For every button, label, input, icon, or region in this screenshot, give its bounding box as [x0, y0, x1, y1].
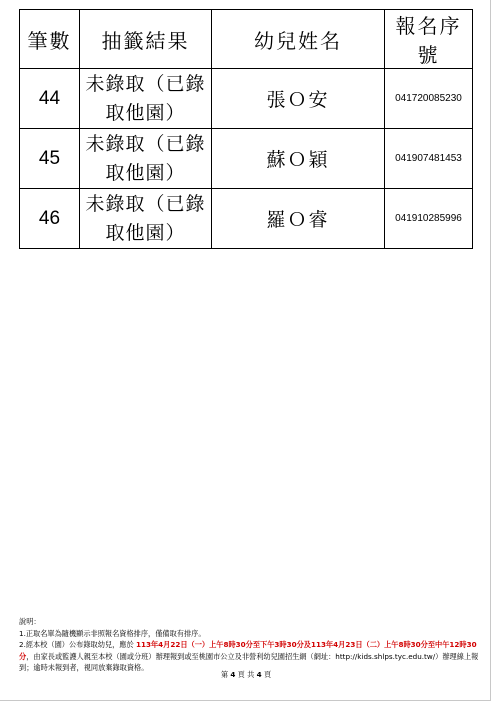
notes-section	[19, 616, 479, 674]
row-registration-no: 041720085230	[385, 69, 473, 129]
notes-label: 說明：	[19, 617, 41, 626]
notes-item-2-rest: ，由家長或監護人親至本校（園或分班）辦理報到或至桃園市公立及非營利幼兒園招生網（網址：http://kids.shlps.tyc.edu.tw/）辦理線上報到；逾時未報到者，視同放棄錄取資格。	[19, 651, 479, 672]
row-result-line1: 未錄取（已錄	[85, 132, 206, 155]
table-row	[20, 129, 473, 189]
row-result-line2: 取他園）	[105, 221, 186, 244]
notes-item-2	[19, 639, 479, 674]
row-result	[80, 69, 212, 129]
row-child-name: 羅Ｏ睿	[212, 189, 385, 249]
row-result	[80, 129, 212, 189]
row-child-name: 蘇Ｏ穎	[212, 129, 385, 189]
notes-item-1: 1.正取名單為隨機顯示非照報名資格排序，僅備取有排序。	[19, 628, 206, 638]
row-no: 44	[20, 69, 80, 129]
notes-deadline: 113年4月22日（一）上午8時30分至下午3時30分及113年4月23日（二）上午8時30分至中午12時30分	[19, 640, 477, 661]
header-name: 幼兒姓名	[212, 10, 385, 69]
footer-prefix: 第	[220, 670, 229, 679]
header-result: 抽籤結果	[80, 10, 212, 69]
admission-results-table	[19, 9, 473, 249]
footer-page-number: 4	[230, 670, 236, 679]
table-header-row	[20, 10, 473, 69]
row-no: 46	[20, 189, 80, 249]
row-result-line2: 取他園）	[105, 101, 186, 124]
row-result-line1: 未錄取（已錄	[85, 192, 206, 215]
row-registration-no: 041910285996	[385, 189, 473, 249]
footer-suffix: 頁	[263, 670, 272, 679]
header-reg: 報名序號	[385, 10, 473, 69]
footer-middle: 頁 共	[237, 670, 255, 679]
notes-item-2-intro: 2.經本校（園）公布錄取幼兒，應於	[19, 640, 134, 649]
table-row	[20, 69, 473, 129]
row-result-line2: 取他園）	[105, 161, 186, 184]
page-footer	[0, 670, 492, 680]
row-child-name: 張Ｏ安	[212, 69, 385, 129]
header-no: 筆數	[20, 10, 80, 69]
footer-page-total: 4	[256, 670, 262, 679]
row-no: 45	[20, 129, 80, 189]
row-result	[80, 189, 212, 249]
row-registration-no: 041907481453	[385, 129, 473, 189]
table-row	[20, 189, 473, 249]
row-result-line1: 未錄取（已錄	[85, 72, 206, 95]
